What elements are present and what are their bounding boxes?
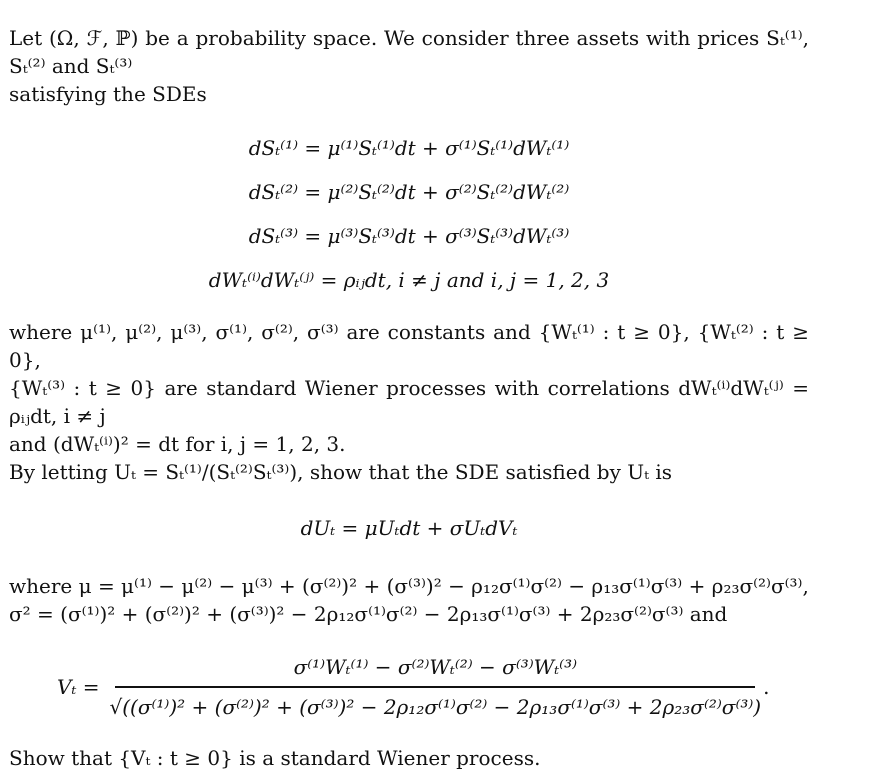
sde-equation-2: dSₜ⁽²⁾ = μ⁽²⁾Sₜ⁽²⁾dt + σ⁽²⁾Sₜ⁽²⁾dWₜ⁽²⁾ xyxy=(248,180,570,204)
v-lhs: Vₜ = xyxy=(57,675,100,699)
u-sde-equation: dUₜ = μUₜdt + σUₜdVₜ xyxy=(300,516,518,540)
correlation-equation: dWₜ⁽ⁱ⁾dWₜ⁽ʲ⁾ = ρᵢⱼdt, i ≠ j and i, j = 1, 2, 3 xyxy=(208,268,610,292)
mu-definition-line: where μ = μ⁽¹⁾ − μ⁽²⁾ − μ⁽³⁾ + (σ⁽²⁾)² + (σ⁽³⁾)² − ρ₁₂σ⁽¹⁾σ⁽²⁾ − ρ₁₃σ⁽¹⁾σ⁽³⁾ + ρ₂₃σ⁽²⁾σ⁽³⁾, xyxy=(9,574,809,598)
intro-line-2: satisfying the SDEs xyxy=(9,82,207,106)
v-numerator: σ⁽¹⁾Wₜ⁽¹⁾ − σ⁽²⁾Wₜ⁽²⁾ − σ⁽³⁾Wₜ⁽³⁾ xyxy=(293,655,577,679)
where-line-1: where μ⁽¹⁾, μ⁽²⁾, μ⁽³⁾, σ⁽¹⁾, σ⁽²⁾, σ⁽³⁾ are constants and {Wₜ⁽¹⁾ : t ≥ 0}, {Wₜ⁽²⁾ : t ≥ 0}, xyxy=(9,320,809,372)
v-denominator: √((σ⁽¹⁾)² + (σ⁽²⁾)² + (σ⁽³⁾)² − 2ρ₁₂σ⁽¹⁾σ⁽²⁾ − 2ρ₁₃σ⁽¹⁾σ⁽³⁾ + 2ρ₂₃σ⁽²⁾σ⁽³⁾) xyxy=(109,695,762,719)
problem-text xyxy=(9,24,809,772)
sigma-definition-line: σ² = (σ⁽¹⁾)² + (σ⁽²⁾)² + (σ⁽³⁾)² − 2ρ₁₂σ⁽¹⁾σ⁽²⁾ − 2ρ₁₃σ⁽¹⁾σ⁽³⁾ + 2ρ₂₃σ⁽²⁾σ⁽³⁾ and xyxy=(9,602,728,626)
intro-paragraph xyxy=(9,24,809,108)
sde-equation-1: dSₜ⁽¹⁾ = μ⁽¹⁾Sₜ⁽¹⁾dt + σ⁽¹⁾Sₜ⁽¹⁾dWₜ⁽¹⁾ xyxy=(248,136,570,160)
where-paragraph xyxy=(9,318,809,486)
where-line-2: {Wₜ⁽³⁾ : t ≥ 0} are standard Wiener processes with correlations dWₜ⁽ⁱ⁾dWₜ⁽ʲ⁾ = ρᵢⱼdt, i ≠ j xyxy=(9,376,809,428)
conclusion-paragraph xyxy=(9,744,809,772)
v-definition-equation xyxy=(9,652,809,722)
sde-system xyxy=(9,126,809,302)
v-end-punctuation: . xyxy=(763,675,770,699)
sde-equation-3: dSₜ⁽³⁾ = μ⁽³⁾Sₜ⁽³⁾dt + σ⁽³⁾Sₜ⁽³⁾dWₜ⁽³⁾ xyxy=(248,224,570,248)
v-fraction xyxy=(110,652,762,722)
where-line-3: and (dWₜ⁽ⁱ⁾)² = dt for i, j = 1, 2, 3. xyxy=(9,432,346,456)
intro-line-1: Let (Ω, ℱ, ℙ) be a probability space. We consider three assets with prices Sₜ⁽¹⁾, Sₜ⁽²⁾ and Sₜ⁽³⁾ xyxy=(9,26,809,78)
conclusion-line: Show that {Vₜ : t ≥ 0} is a standard Wiener process. xyxy=(9,746,541,770)
mu-sigma-paragraph xyxy=(9,572,809,628)
where-line-4: By letting Uₜ = Sₜ⁽¹⁾/(Sₜ⁽²⁾Sₜ⁽³⁾), show that the SDE satisfied by Uₜ is xyxy=(9,460,673,484)
